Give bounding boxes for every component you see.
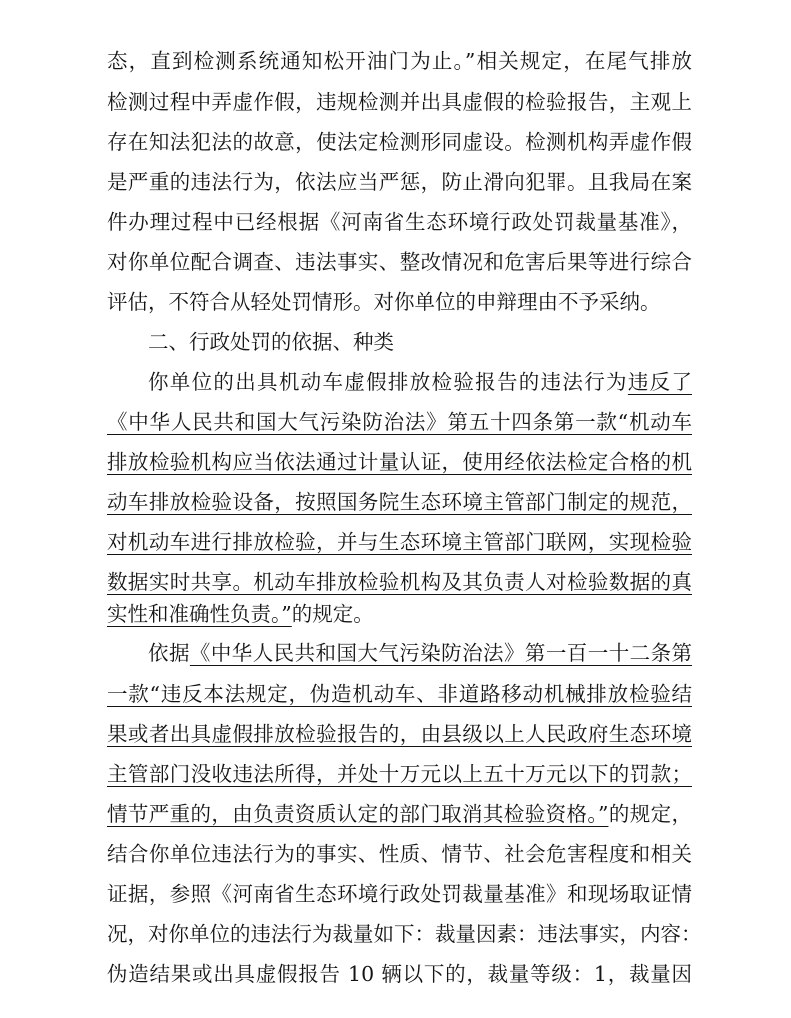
- text-run: 的规定，: [608, 802, 693, 826]
- underlined-text: 《中华人民共和国大气污染防治法》第一百一十二条第: [189, 641, 693, 665]
- text-run: 依据: [148, 641, 190, 665]
- paragraph-line: [107, 599, 692, 629]
- text-run: 的规定。: [291, 602, 374, 626]
- paragraph-line: [148, 367, 692, 397]
- underlined-text: 实性和准确性负责。”: [107, 602, 292, 626]
- underlined-text: 情节严重的，由负责资质认定的部门取消其检验资格。”: [107, 802, 609, 826]
- paragraph-line: 存在知法犯法的故意，使法定检测形同虚设。检测机构弄虚作假: [107, 130, 692, 154]
- underlined-line: 果或者出具虚假排放检验报告的，由县级以上人民政府生态环境: [107, 722, 692, 746]
- paragraph-line: 况，对你单位的违法行为裁量如下：裁量因素：违法事实，内容：: [107, 922, 702, 946]
- paragraph-line: 检测过程中弄虚作假，违规检测并出具虚假的检验报告，主观上: [107, 90, 692, 114]
- paragraph-line: 对你单位配合调查、违法事实、整改情况和危害后果等进行综合: [107, 250, 692, 274]
- paragraph-line: [107, 799, 692, 829]
- section-heading: 二、行政处罚的依据、种类: [148, 330, 394, 354]
- paragraph-line: 件办理过程中已经根据《河南省生态环境行政处罚裁量基准》，: [107, 210, 692, 234]
- paragraph-line: 态，直到检测系统通知松开油门为止。”相关规定，在尾气排放: [107, 49, 692, 73]
- paragraph-line: 伪造结果或出具虚假报告 10 辆以下的，裁量等级：1，裁量因: [107, 962, 692, 986]
- underlined-line: 数据实时共享。机动车排放检验机构及其负责人对检验数据的真: [107, 570, 692, 594]
- underlined-line: 对机动车进行排放检验，并与生态环境主管部门联网，实现检验: [107, 530, 692, 554]
- paragraph-line: 评估，不符合从轻处罚情形。对你单位的申辩理由不予采纳。: [107, 290, 661, 314]
- underlined-line: 主管部门没收违法所得，并处十万元以上五十万元以下的罚款；: [107, 762, 692, 786]
- paragraph-line: [148, 638, 692, 668]
- paragraph-line: 结合你单位违法行为的事实、性质、情节、社会危害程度和相关: [107, 842, 692, 866]
- underlined-line: 《中华人民共和国大气污染防治法》第五十四条第一款“机动车: [107, 410, 692, 434]
- underlined-text: 违反了: [627, 370, 692, 394]
- text-run: 你单位的出具机动车虚假排放检验报告的违法行为: [148, 370, 628, 394]
- underlined-line: 一款“违反本法规定，伪造机动车、非道路移动机械排放检验结: [107, 682, 692, 706]
- underlined-line: 动车排放检验设备，按照国务院生态环境主管部门制定的规范，: [107, 490, 692, 514]
- paragraph-line: 是严重的违法行为，依法应当严惩，防止滑向犯罪。且我局在案: [107, 170, 692, 194]
- paragraph-line: 证据，参照《河南省生态环境行政处罚裁量基准》和现场取证情: [107, 882, 692, 906]
- underlined-line: 排放检验机构应当依法通过计量认证，使用经依法检定合格的机: [107, 450, 692, 474]
